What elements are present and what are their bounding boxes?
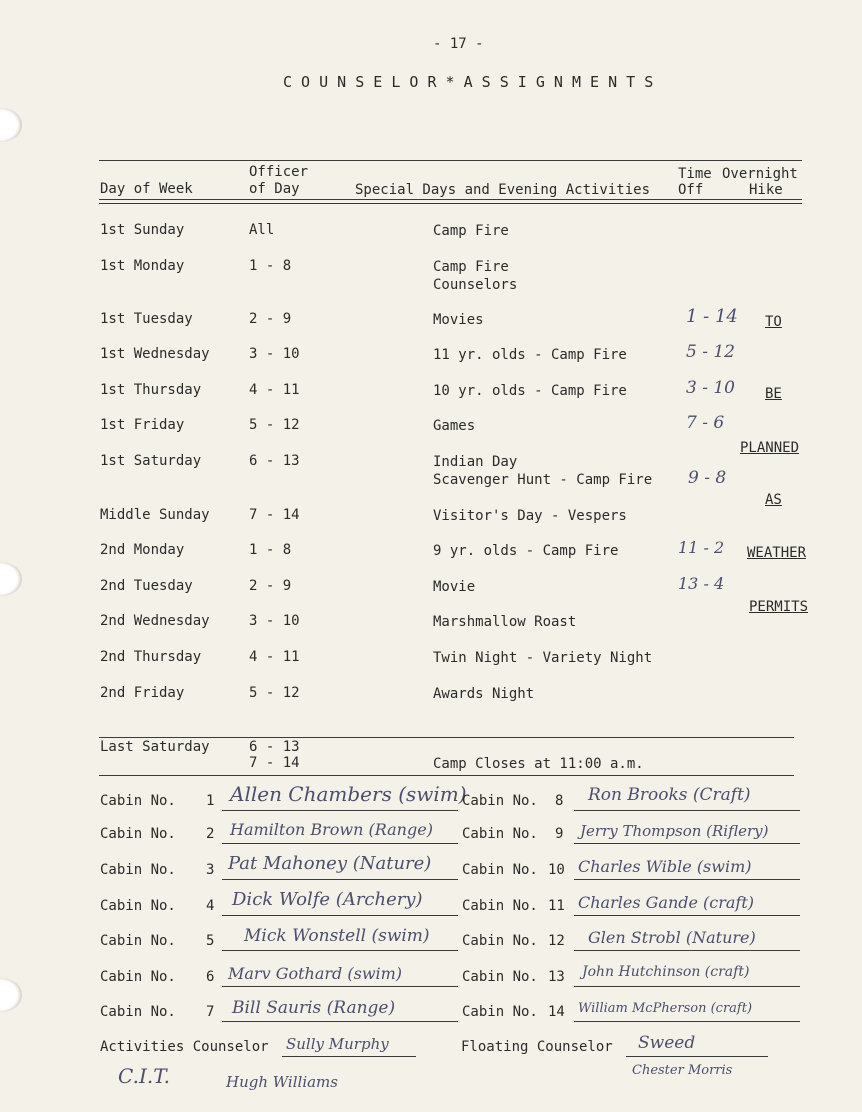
header-overnight-2: Hike	[749, 182, 783, 198]
row-day: 2nd Monday	[100, 542, 185, 558]
row-officer: 6 - 13	[249, 453, 300, 469]
cabin-number: 11	[548, 898, 565, 914]
last-saturday-officer-2: 7 - 14	[249, 755, 300, 771]
cabin-label: Cabin No.	[462, 1004, 538, 1020]
header-officer-2: of Day	[249, 181, 300, 197]
overnight-word: PLANNED	[740, 440, 800, 456]
floating-counselor-label: Floating Counselor	[461, 1039, 613, 1055]
cabin-number: 2	[206, 826, 215, 842]
row-activity-line2: Counselors	[433, 277, 518, 293]
last-saturday-officer-1: 6 - 13	[249, 739, 300, 755]
cabin-number: 14	[548, 1004, 565, 1020]
last-saturday-activity: Camp Closes at 11:00 a.m.	[433, 756, 644, 772]
cabin-label: Cabin No.	[100, 793, 176, 809]
cabin-blank-line	[574, 843, 800, 844]
row-activity: Visitor's Day - Vespers	[433, 508, 627, 524]
row-day: 1st Tuesday	[100, 311, 193, 327]
cabin-counselor-name: Hamilton Brown (Range)	[230, 820, 433, 839]
cabin-counselor-name: Charles Gande (craft)	[578, 893, 755, 912]
cabin-counselor-name: Allen Chambers (swim)	[230, 782, 467, 806]
floating-counselor-name: Sweed	[638, 1033, 696, 1053]
row-officer: 1 - 8	[249, 258, 292, 274]
row-day: 2nd Tuesday	[100, 578, 193, 594]
row-time-off: 5 - 12	[686, 342, 735, 362]
row-time-off: 1 - 14	[686, 306, 738, 327]
cabin-label: Cabin No.	[100, 1004, 176, 1020]
row-officer: 3 - 10	[249, 346, 300, 362]
row-activity: Movies	[433, 312, 484, 328]
cabin-counselor-name: Jerry Thompson (Riflery)	[580, 822, 769, 840]
cabin-label: Cabin No.	[462, 933, 538, 949]
row-activity: Games	[433, 418, 476, 434]
cabin-number: 9	[555, 826, 564, 842]
punch-hole-middle	[0, 562, 22, 596]
cabin-blank-line	[574, 810, 800, 811]
row-activity: Twin Night - Variety Night	[433, 650, 653, 666]
cabin-counselor-name: John Hutchinson (craft)	[582, 964, 750, 980]
header-rule-1	[99, 199, 802, 200]
header-officer-1: Officer	[249, 164, 309, 180]
cabin-blank-line	[574, 986, 800, 987]
overnight-word: TO	[765, 314, 782, 330]
row-activity: Awards Night	[433, 686, 535, 702]
header-day: Day of Week	[100, 181, 193, 197]
activities-counselor-line	[282, 1056, 416, 1057]
cabin-blank-line	[222, 843, 458, 844]
cabin-counselor-name: Ron Brooks (Craft)	[588, 785, 751, 805]
last-saturday-day: Last Saturday	[100, 739, 210, 755]
cabin-number: 4	[206, 898, 215, 914]
cabin-blank-line	[222, 879, 458, 880]
page-title: C O U N S E L O R * A S S I G N M E N T S	[283, 73, 654, 91]
cabin-blank-line	[222, 915, 458, 916]
cabin-number: 10	[548, 862, 565, 878]
activities-counselor-name: Sully Murphy	[286, 1035, 389, 1053]
row-time-off: 13 - 4	[678, 574, 725, 593]
floating-counselor-line	[626, 1056, 768, 1057]
header-top-rule	[99, 160, 802, 161]
cabin-number: 13	[548, 969, 565, 985]
cabin-label: Cabin No.	[462, 969, 538, 985]
cabin-counselor-name: Mick Wonstell (swim)	[244, 926, 430, 946]
cabin-label: Cabin No.	[462, 862, 538, 878]
row-time-off: 9 - 8	[688, 468, 727, 488]
cabin-blank-line	[574, 950, 800, 951]
row-officer: 4 - 11	[249, 382, 300, 398]
row-officer: 3 - 10	[249, 613, 300, 629]
row-time-off: 3 - 10	[686, 378, 735, 398]
cabin-label: Cabin No.	[100, 826, 176, 842]
row-day: 2nd Friday	[100, 685, 185, 701]
cit-name: Hugh Williams	[226, 1073, 338, 1091]
row-activity: Movie	[433, 579, 476, 595]
cabin-label: Cabin No.	[462, 793, 538, 809]
row-officer: 7 - 14	[249, 507, 300, 523]
cabin-label: Cabin No.	[100, 969, 176, 985]
row-activity-line2: Scavenger Hunt - Camp Fire	[433, 472, 653, 488]
row-activity: Indian Day	[433, 454, 518, 470]
row-officer: 2 - 9	[249, 578, 292, 594]
header-activities: Special Days and Evening Activities	[355, 182, 651, 198]
cabin-number: 5	[206, 933, 215, 949]
row-activity: 10 yr. olds - Camp Fire	[433, 383, 627, 399]
cabin-blank-line	[222, 810, 458, 811]
overnight-word: AS	[765, 492, 782, 508]
activities-counselor-label: Activities Counselor	[100, 1039, 269, 1055]
cabin-counselor-name: Charles Wible (swim)	[578, 857, 752, 876]
row-day: 1st Wednesday	[100, 346, 210, 362]
row-officer: 1 - 8	[249, 542, 292, 558]
row-officer: 5 - 12	[249, 417, 300, 433]
cabin-label: Cabin No.	[462, 898, 538, 914]
header-time-off-1: Time	[678, 166, 712, 182]
row-activity: Camp Fire	[433, 223, 509, 239]
punch-hole-bottom	[0, 978, 22, 1012]
overnight-word: WEATHER	[747, 545, 807, 561]
header-time-off-2: Off	[678, 182, 704, 198]
row-activity: Camp Fire	[433, 259, 509, 275]
row-officer: 5 - 12	[249, 685, 300, 701]
cabin-label: Cabin No.	[100, 898, 176, 914]
row-day: 1st Sunday	[100, 222, 185, 238]
row-activity: Marshmallow Roast	[433, 614, 577, 630]
cabin-blank-line	[222, 950, 458, 951]
cabin-number: 7	[206, 1004, 215, 1020]
header-rule-2	[99, 203, 802, 204]
cabin-counselor-name: Marv Gothard (swim)	[228, 964, 403, 983]
cabin-blank-line	[574, 1021, 800, 1022]
cabin-label: Cabin No.	[100, 933, 176, 949]
row-day: 1st Thursday	[100, 382, 202, 398]
row-officer: All	[249, 222, 275, 238]
header-overnight-1: Overnight	[722, 166, 798, 182]
row-day: 2nd Thursday	[100, 649, 202, 665]
cabin-blank-line	[222, 1021, 458, 1022]
row-day: Middle Sunday	[100, 507, 210, 523]
cabin-number: 8	[555, 793, 564, 809]
row-time-off: 7 - 6	[686, 413, 725, 433]
punch-hole-top	[0, 108, 22, 142]
row-time-off: 11 - 2	[678, 538, 725, 557]
last-saturday-top-rule	[99, 737, 794, 738]
cabin-number: 6	[206, 969, 215, 985]
cabin-blank-line	[574, 879, 800, 880]
cabin-number: 3	[206, 862, 215, 878]
cabin-number: 1	[206, 793, 215, 809]
row-day: 1st Saturday	[100, 453, 202, 469]
cabin-number: 12	[548, 933, 565, 949]
cabin-blank-line	[222, 986, 458, 987]
row-activity: 9 yr. olds - Camp Fire	[433, 543, 619, 559]
cabin-label: Cabin No.	[100, 862, 176, 878]
row-day: 1st Friday	[100, 417, 185, 433]
row-day: 2nd Wednesday	[100, 613, 210, 629]
row-officer: 4 - 11	[249, 649, 300, 665]
page-number: - 17 -	[433, 36, 484, 52]
last-saturday-bottom-rule	[99, 775, 794, 776]
row-activity: 11 yr. olds - Camp Fire	[433, 347, 627, 363]
cit-label: C.I.T.	[118, 1064, 170, 1088]
overnight-word: BE	[765, 386, 782, 402]
row-day: 1st Monday	[100, 258, 185, 274]
cabin-counselor-name: Pat Mahoney (Nature)	[228, 853, 432, 874]
cabin-counselor-name: Dick Wolfe (Archery)	[232, 889, 423, 910]
cabin-counselor-name: William McPherson (craft)	[578, 1001, 753, 1016]
cabin-counselor-name: Glen Strobl (Nature)	[588, 928, 756, 947]
cabin-blank-line	[574, 915, 800, 916]
cabin-counselor-name: Bill Sauris (Range)	[232, 998, 396, 1018]
floating-counselor-note: Chester Morris	[632, 1063, 733, 1078]
overnight-word: PERMITS	[749, 599, 809, 615]
cabin-label: Cabin No.	[462, 826, 538, 842]
row-officer: 2 - 9	[249, 311, 292, 327]
